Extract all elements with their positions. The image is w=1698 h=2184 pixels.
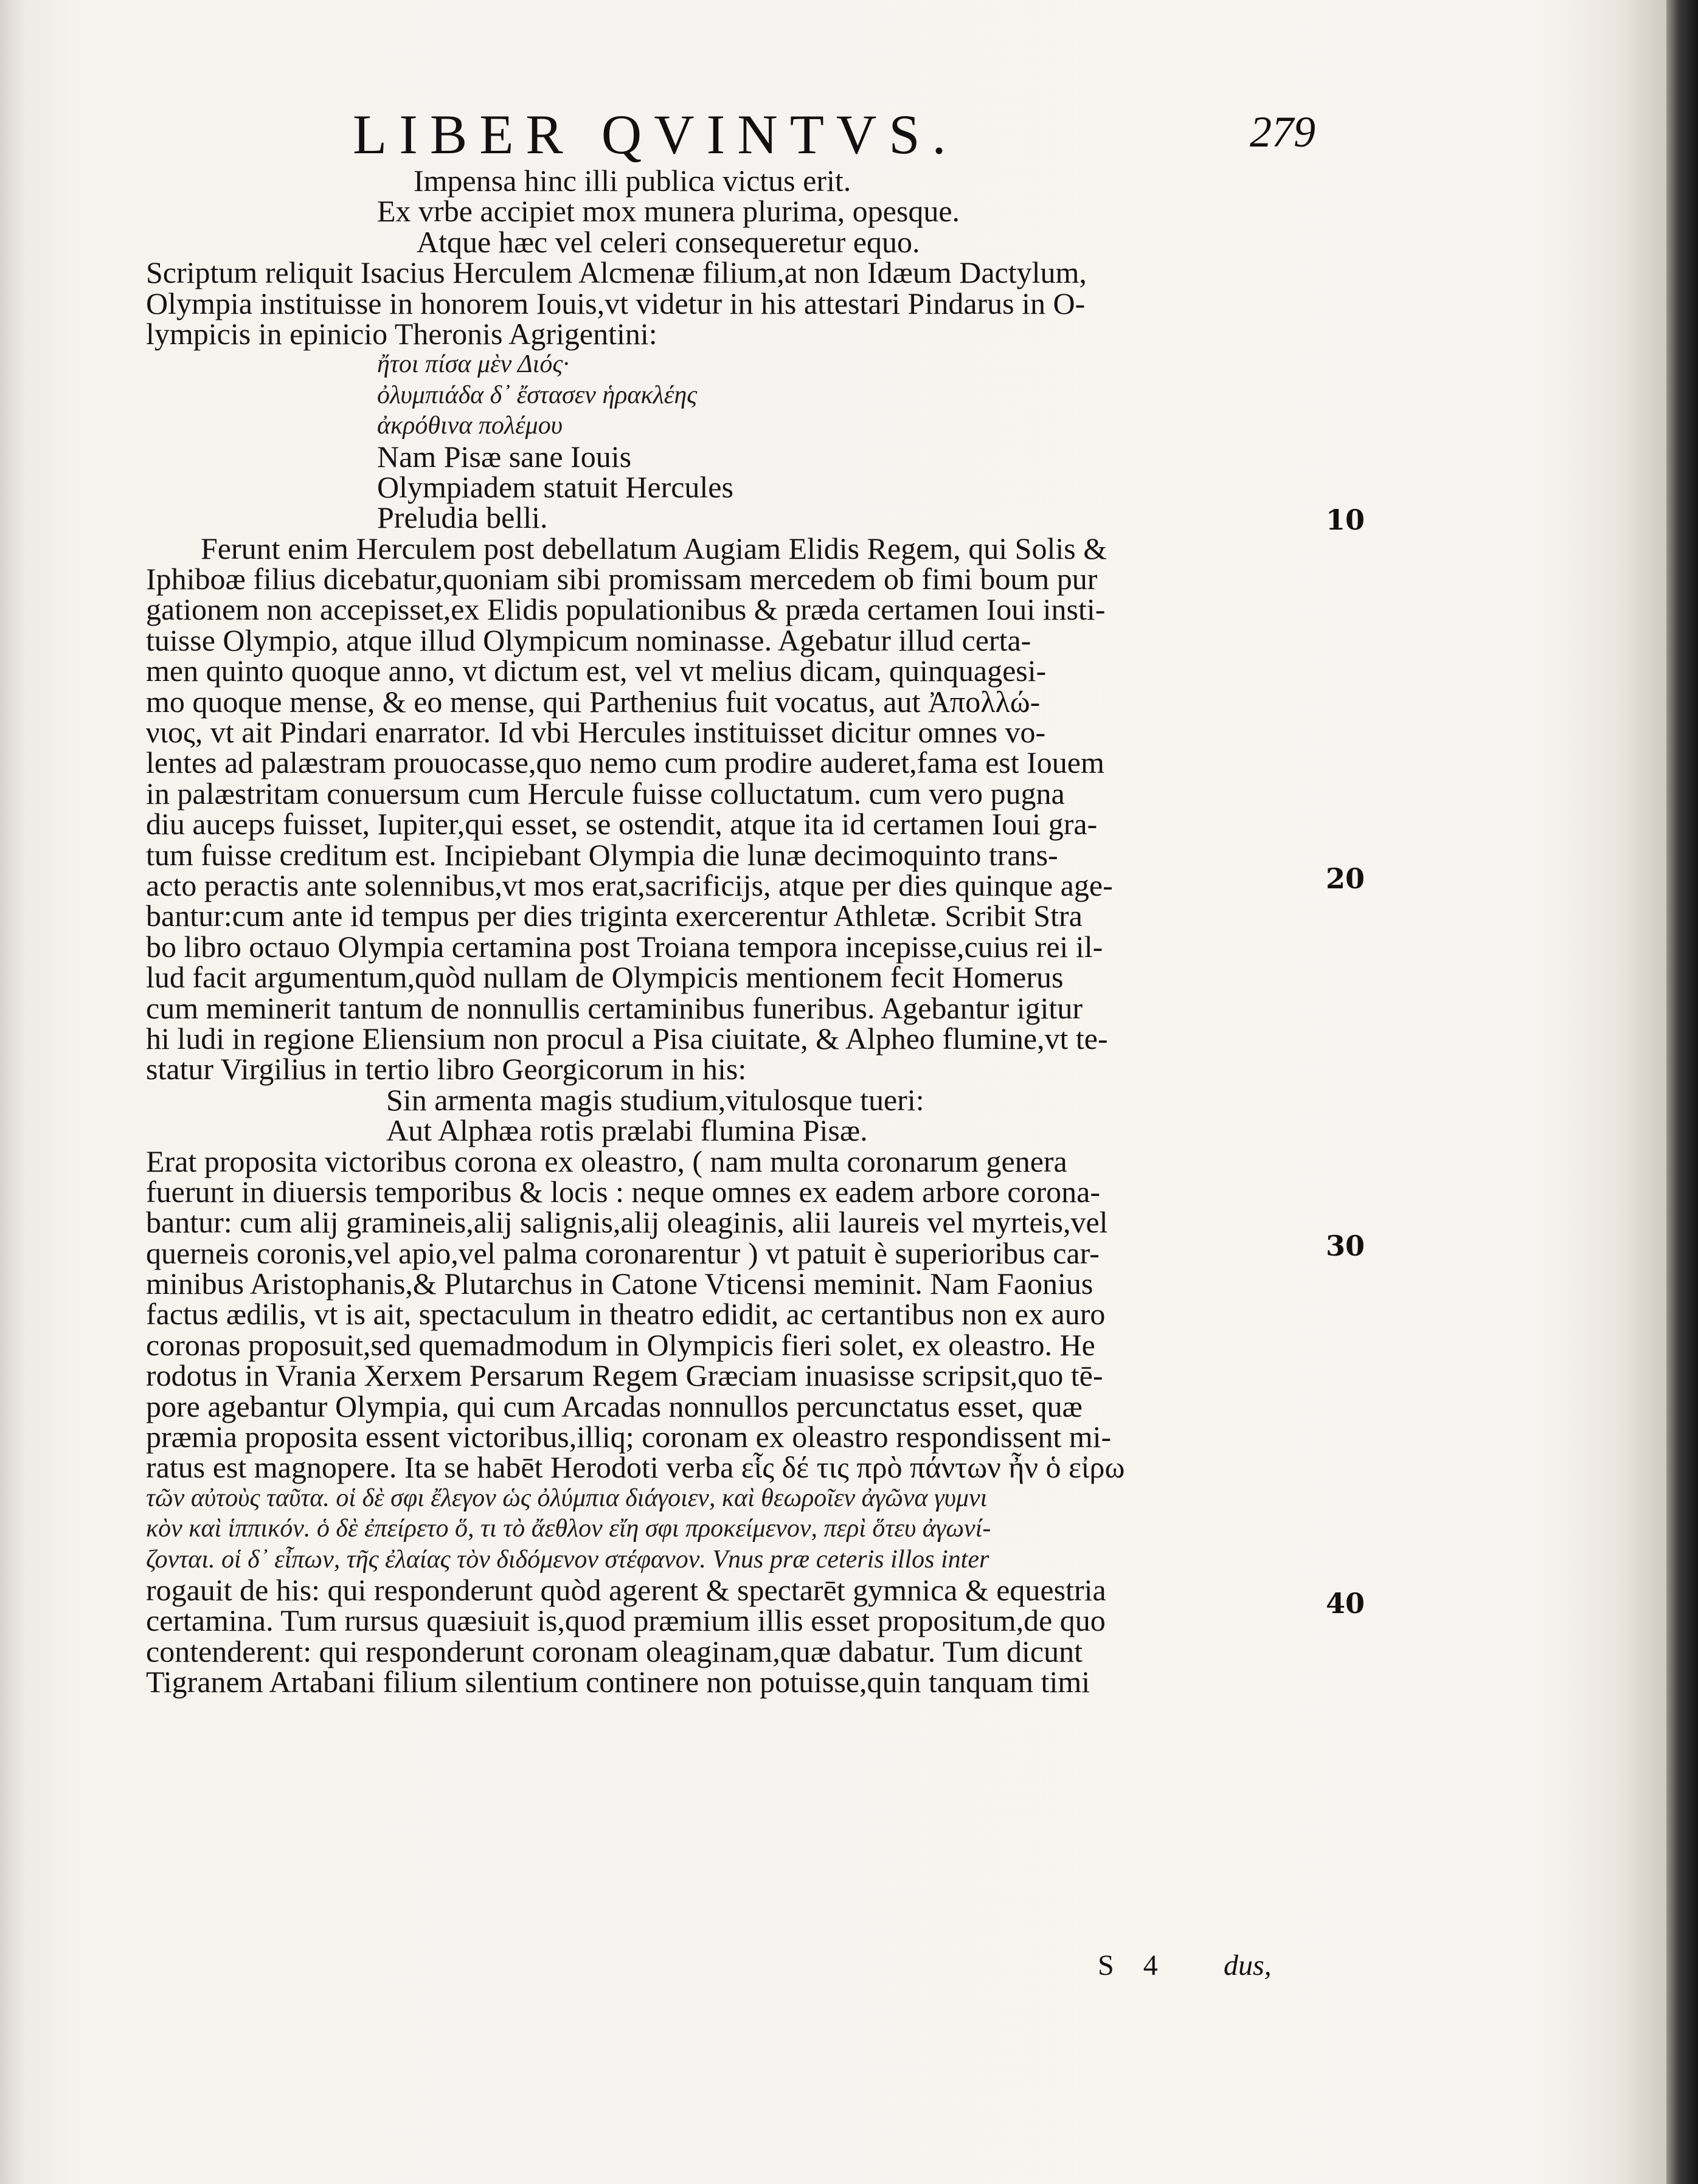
text-line: Scriptum reliquit Isacius Herculem Alcmenæ filium,at non Idæum Dactylum,	[146, 255, 1087, 290]
greek-text-line: κὸν καὶ ἱππικόν. ὁ δὲ ἐπείρετο ὅ, τι τὸ ἄεθλον εἴη σφι προκείμενον, περὶ ὅτευ ἀγωνί-	[146, 1515, 991, 1543]
verse-line: Impensa hinc illi publica victus erit.	[414, 164, 851, 198]
text-line: lud facit argumentum,quòd nullam de Olympicis mentionem fecit Homerus	[146, 960, 1064, 995]
text-line: in palæstritam conuersum cum Hercule fuisse colluctatum. cum vero pugna	[146, 776, 1065, 810]
folio-number: 279	[1250, 108, 1315, 156]
text-line: bantur:cum ante id tempus per dies triginta exercerentur Athletæ. Scribit Stra	[146, 899, 1083, 933]
text-line: tum fuisse creditum est. Incipiebant Olympia die lunæ decimoquinto trans-	[146, 837, 1058, 872]
verse-line: Aut Alphæa rotis prælabi flumina Pisæ.	[386, 1113, 868, 1148]
page-header	[0, 102, 1666, 169]
paragraph-start-line: Ferunt enim Herculem post debellatum Augiam Elidis Regem, qui Solis &	[201, 531, 1107, 565]
text-line: Iphiboæ filius dicebatur,quoniam sibi promissam mercedem ob fimi boum pur	[146, 562, 1098, 596]
text-line: bantur: cum alij gramineis,alij salignis,alij oleaginis, alii laureis vel myrteis,vel	[146, 1205, 1108, 1240]
text-line: coronas proposuit,sed quemadmodum in Olympicis fieri solet, ex oleastro. He	[146, 1327, 1095, 1362]
text-line: νιος, vt ait Pindari enarrator. Id vbi Hercules instituisset dicitur omnes vo-	[146, 715, 1046, 750]
text-line: statur Virgilius in tertio libro Georgicorum in his:	[146, 1052, 747, 1087]
text-line: factus ædilis, vt is ait, spectaculum in theatro edidit, ac certantibus non ex auro	[146, 1297, 1106, 1332]
signature-mark: S 4	[1098, 1949, 1169, 1982]
greek-text-line: ζονται. οἱ δ᾽ εἶπων, τῆς ἐλαίας τὸν διδόμενον στέφανον. Vnus præ ceteris illos inter	[146, 1545, 989, 1574]
greek-verse-line: ὀλυμπιάδα δ᾽ ἔστασεν ἡρακλέης	[377, 381, 698, 409]
verse-line: Ex vrbe accipiet mox munera plurima, opesque.	[377, 194, 960, 229]
text-line: gationem non accepisset,ex Elidis populationibus & præda certamen Ioui insti-	[146, 592, 1106, 627]
text-line: rodotus in Vrania Xerxem Persarum Regem Græciam inuasisse scripsit,quo tē-	[146, 1358, 1103, 1393]
verse-line: Preludia belli.	[377, 500, 548, 535]
line-number-marker: 40	[1326, 1587, 1365, 1620]
text-line: tuisse Olympio, atque illud Olympicum nominasse. Agebatur illud certa-	[146, 623, 1031, 657]
running-title: LIBER QVINTVS.	[353, 103, 958, 165]
text-line: præmia proposita essent victoribus,illiq; coronam ex oleastro respondissent mi-	[146, 1420, 1112, 1454]
catchword: dus,	[1224, 1949, 1272, 1982]
verse-line: Atque hæc vel celeri consequeretur equo.	[417, 224, 920, 259]
text-line: bo libro octauo Olympia certamina post Troiana tempora incepisse,cuius rei il-	[146, 929, 1103, 964]
paragraph-start-line: Erat proposita victoribus corona ex oleastro, ( nam multa coronarum genera	[146, 1144, 1067, 1178]
text-line: querneis coronis,vel apio,vel palma coronarentur ) vt patuit è superioribus car-	[146, 1235, 1100, 1270]
text-line: hi ludi in regione Eliensium non procul a Pisa ciuitate, & Alpheo flumine,vt te-	[146, 1021, 1108, 1056]
page-footer	[0, 1949, 1666, 1985]
text-line: lentes ad palæstram prouocasse,quo nemo cum prodire auderet,fama est Iouem	[146, 745, 1104, 780]
text-line: mo quoque mense, & eo mense, qui Parthenius fuit vocatus, aut Ἀπολλώ-	[146, 684, 1041, 719]
body-text	[146, 165, 1320, 1698]
line-number-marker: 30	[1326, 1229, 1365, 1262]
text-line: Olympia instituisse in honorem Iouis,vt videtur in his attestari Pindarus in O-	[146, 286, 1086, 320]
greek-verse-line: ἤτοι πίσα μὲν Διός·	[377, 350, 569, 379]
text-line: cum meminerit tantum de nonnullis certaminibus funeribus. Agebantur igitur	[146, 990, 1083, 1025]
text-line: pore agebantur Olympia, qui cum Arcadas nonnullos percunctatus esset, quæ	[146, 1389, 1083, 1423]
text-line: contenderent: qui responderunt coronam oleaginam,quæ dabatur. Tum dicunt	[146, 1634, 1083, 1668]
text-line: certamina. Tum rursus quæsiuit is,quod præmium illis esset propositum,de quo	[146, 1603, 1106, 1638]
text-line: rogauit de his: qui responderunt quòd agerent & spectarēt gymnica & equestria	[146, 1572, 1106, 1607]
text-line: fuerunt in diuersis temporibus & locis : neque omnes ex eadem arbore corona-	[146, 1174, 1100, 1209]
line-number-marker: 10	[1326, 503, 1365, 536]
verse-line: Nam Pisæ sane Iouis	[377, 439, 632, 474]
line-number-marker: 20	[1326, 862, 1365, 895]
text-line: men quinto quoque anno, vt dictum est, vel vt melius dicam, quinquagesi-	[146, 654, 1047, 688]
verse-line: Sin armenta magis studium,vitulosque tueri:	[386, 1082, 924, 1117]
text-line: acto peractis ante solennibus,vt mos erat,sacrificijs, atque per dies quinque age-	[146, 868, 1113, 902]
text-line: ratus est magnopere. Ita se habēt Herodoti verba εἷς δέ τις πρὸ πάντων ἦν ὁ εἰρω	[146, 1450, 1125, 1485]
text-line: diu auceps fuisset, Iupiter,qui esset, se ostendit, atque ita id certamen Ioui gra-	[146, 807, 1098, 841]
greek-text-line: τῶν αὐτοὺς ταῦτα. οἱ δὲ σφι ἔλεγον ὡς ὀλύμπια διάγοιεν, καὶ θεωροῖεν ἀγῶνα γυμνι	[146, 1484, 988, 1512]
text-line: minibus Aristophanis,& Plutarchus in Catone Vticensi meminit. Nam Faonius	[146, 1267, 1093, 1301]
text-line: Tigranem Artabani filium silentium continere non potuisse,quin tanquam timi	[146, 1665, 1090, 1699]
page-edge-shadow	[1666, 0, 1698, 2184]
verse-line: Olympiadem statuit Hercules	[377, 469, 733, 504]
greek-verse-line: ἀκρόθινα πολέμου	[377, 412, 563, 440]
text-line: lympicis in epinicio Theronis Agrigentini:	[146, 316, 657, 351]
